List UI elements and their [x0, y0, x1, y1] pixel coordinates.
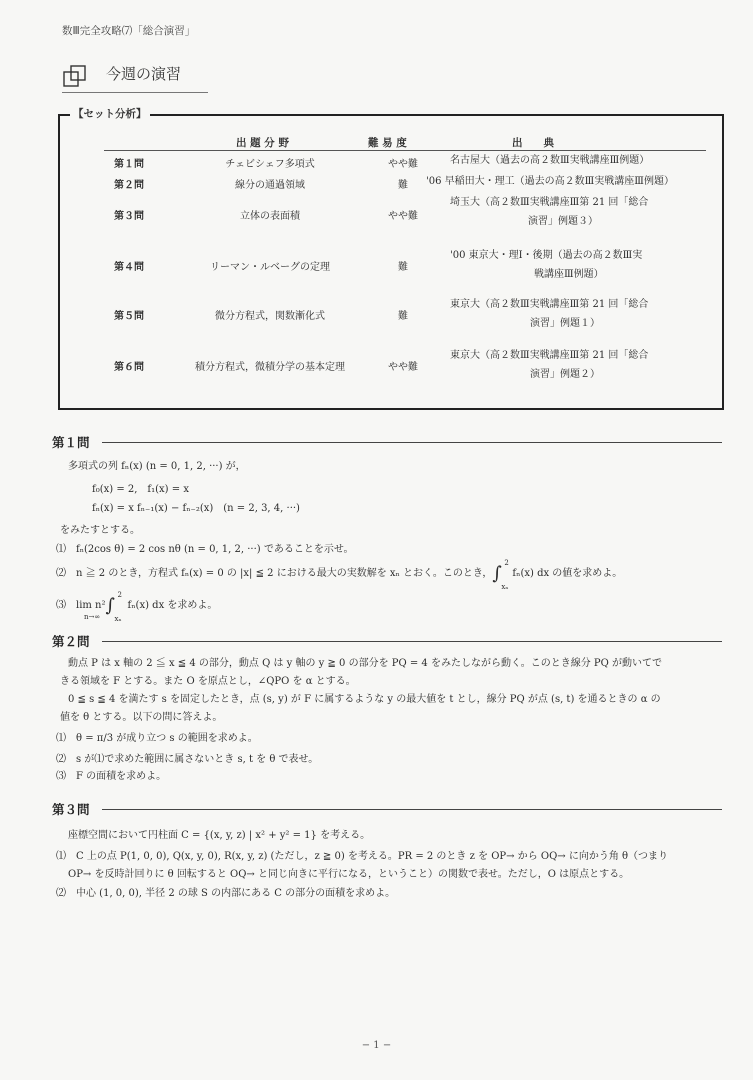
problem-number: 第４問: [114, 262, 144, 273]
problem-field: 線分の通過領域: [235, 180, 305, 191]
divider: [102, 641, 722, 642]
problem-source: '06 早稲田大・理工（過去の高２数Ⅲ実戦講座Ⅲ例題）: [426, 176, 674, 187]
problem-number: 第５問: [114, 311, 144, 322]
problem-source: 埼玉大（高２数Ⅲ実戦講座Ⅲ第 21 回「総合 演習」例題３）: [450, 197, 649, 227]
divider: [62, 92, 208, 93]
problem-difficulty: やや難: [388, 211, 418, 222]
problem-field: チェビシェフ多項式: [225, 159, 315, 170]
problem-2-line-4: 値を θ とする。以下の問に答えよ。: [60, 712, 223, 723]
limit-subscript: n→∞: [84, 613, 101, 621]
problem-3-part-1a: ⑴ C 上の点 P(1, 0, 0), Q(x, y, 0), R(x, y, z) (ただし，z ≧ 0) を考える。PR = 2 のとき z を OP→ から OQ→ に向かう角 θ（つまり: [56, 851, 669, 862]
problem-3-part-2: ⑵ 中心 (1, 0, 0), 半径 2 の球 S の内部にある C の部分の面積を求めよ。: [56, 888, 396, 899]
problem-difficulty: やや難: [388, 362, 418, 373]
problem-2-line-3: 0 ≦ s ≦ 4 を満たす s を固定したとき，点 (s, y) が F に属するような y の最大値を t とし，線分 PQ が点 (s, t) を通るときの α の: [68, 694, 661, 705]
problem-field: リーマン・ルベーグの定理: [210, 262, 330, 273]
problem-3-title: 第３問: [52, 802, 90, 817]
problem-source: 東京大（高２数Ⅲ実戦講座Ⅲ第 21 回「総合 演習」例題２）: [450, 350, 649, 380]
set-analysis-label: 【セット分析】: [70, 106, 150, 121]
problem-1-part-2: ⑵ n ≧ 2 のとき，方程式 fₙ(x) = 0 の |x| ≦ 2 における最大の実数解を xₙ とおく。このとき，∫ 2 xₙ fₙ(x) dx の値を求めよ。: [56, 559, 623, 591]
problem-number: 第１問: [114, 159, 144, 170]
problem-2-title: 第２問: [52, 634, 90, 649]
divider: [102, 442, 722, 443]
divider: [102, 809, 722, 810]
problem-1-intro: 多項式の列 fₙ(x) (n = 0, 1, 2, ···) が，: [68, 461, 246, 472]
problem-source: '00 東京大・理Ⅰ・後期（過去の高２数Ⅲ実 戦講座Ⅲ例題）: [450, 250, 643, 280]
problem-2-part-2: ⑵ s が⑴で求めた範囲に属さないとき s, t を θ で表せ。: [56, 754, 319, 765]
problem-2-part-1: ⑴ θ = π/3 が成り立つ s の範囲を求めよ。: [56, 733, 258, 744]
week-title: 今週の演習: [106, 65, 182, 83]
problem-source: 東京大（高２数Ⅲ実戦講座Ⅲ第 21 回「総合 演習」例題１）: [450, 299, 649, 329]
problem-1-equation-1: f₀(x) = 2, f₁(x) = x: [92, 484, 189, 495]
problem-2-line-2: きる領域を F とする。また O を原点とし，∠QPO を α とする。: [60, 676, 356, 687]
problem-difficulty: 難: [398, 311, 408, 322]
problem-1-title: 第１問: [52, 435, 90, 450]
problem-difficulty: やや難: [388, 159, 418, 170]
problem-number: 第３問: [114, 211, 144, 222]
problem-difficulty: 難: [398, 262, 408, 273]
problem-1-part-3: ⑶ lim n²∫ 2 xₙ fₙ(x) dx を求めよ。: [56, 591, 218, 623]
problem-source: 名古屋大（過去の高２数Ⅲ実戦講座Ⅲ例題）: [450, 155, 650, 166]
problem-difficulty: 難: [398, 180, 408, 191]
problem-1-equation-2: fₙ(x) = x fₙ₋₁(x) − fₙ₋₂(x) (n = 2, 3, 4, ···): [92, 503, 300, 514]
column-header-source: 出 典: [512, 137, 554, 149]
problem-2-part-3: ⑶ F の面積を求めよ。: [56, 771, 167, 782]
problem-field: 立体の表面積: [240, 211, 300, 222]
problem-1-part-1: ⑴ fₙ(2cos θ) = 2 cos nθ (n = 0, 1, 2, ···) であることを示せ。: [56, 544, 354, 555]
problem-number: 第６問: [114, 362, 144, 373]
problem-2-line-1: 動点 P は x 軸の 2 ≦ x ≦ 4 の部分，動点 Q は y 軸の y ≧ 0 の部分を PQ = 4 をみたしながら動く。このとき線分 PQ が動いてで: [68, 658, 663, 669]
page-number: − 1 −: [361, 1040, 392, 1051]
problem-field: 積分方程式，微積分学の基本定理: [195, 362, 345, 373]
column-header-field: 出 題 分 野: [236, 137, 289, 149]
problem-field: 微分方程式，関数漸化式: [215, 311, 325, 322]
problem-1-condition: をみたすとする。: [60, 525, 140, 536]
problem-3-line-1: 座標空間において円柱面 C = {(x, y, z) | x² + y² = 1} を考える。: [68, 830, 371, 841]
problem-number: 第２問: [114, 180, 144, 191]
problem-3-part-1b: OP→ を反時計回りに θ 回転すると OQ→ と同じ向きに平行になる，ということ）の関数で表せ。ただし，O は原点とする。: [68, 869, 630, 880]
squares-icon: [62, 64, 88, 88]
column-header-difficulty: 難 易 度: [368, 137, 407, 149]
page-header: 数Ⅲ完全攻略⑺「総合演習」: [62, 25, 196, 37]
